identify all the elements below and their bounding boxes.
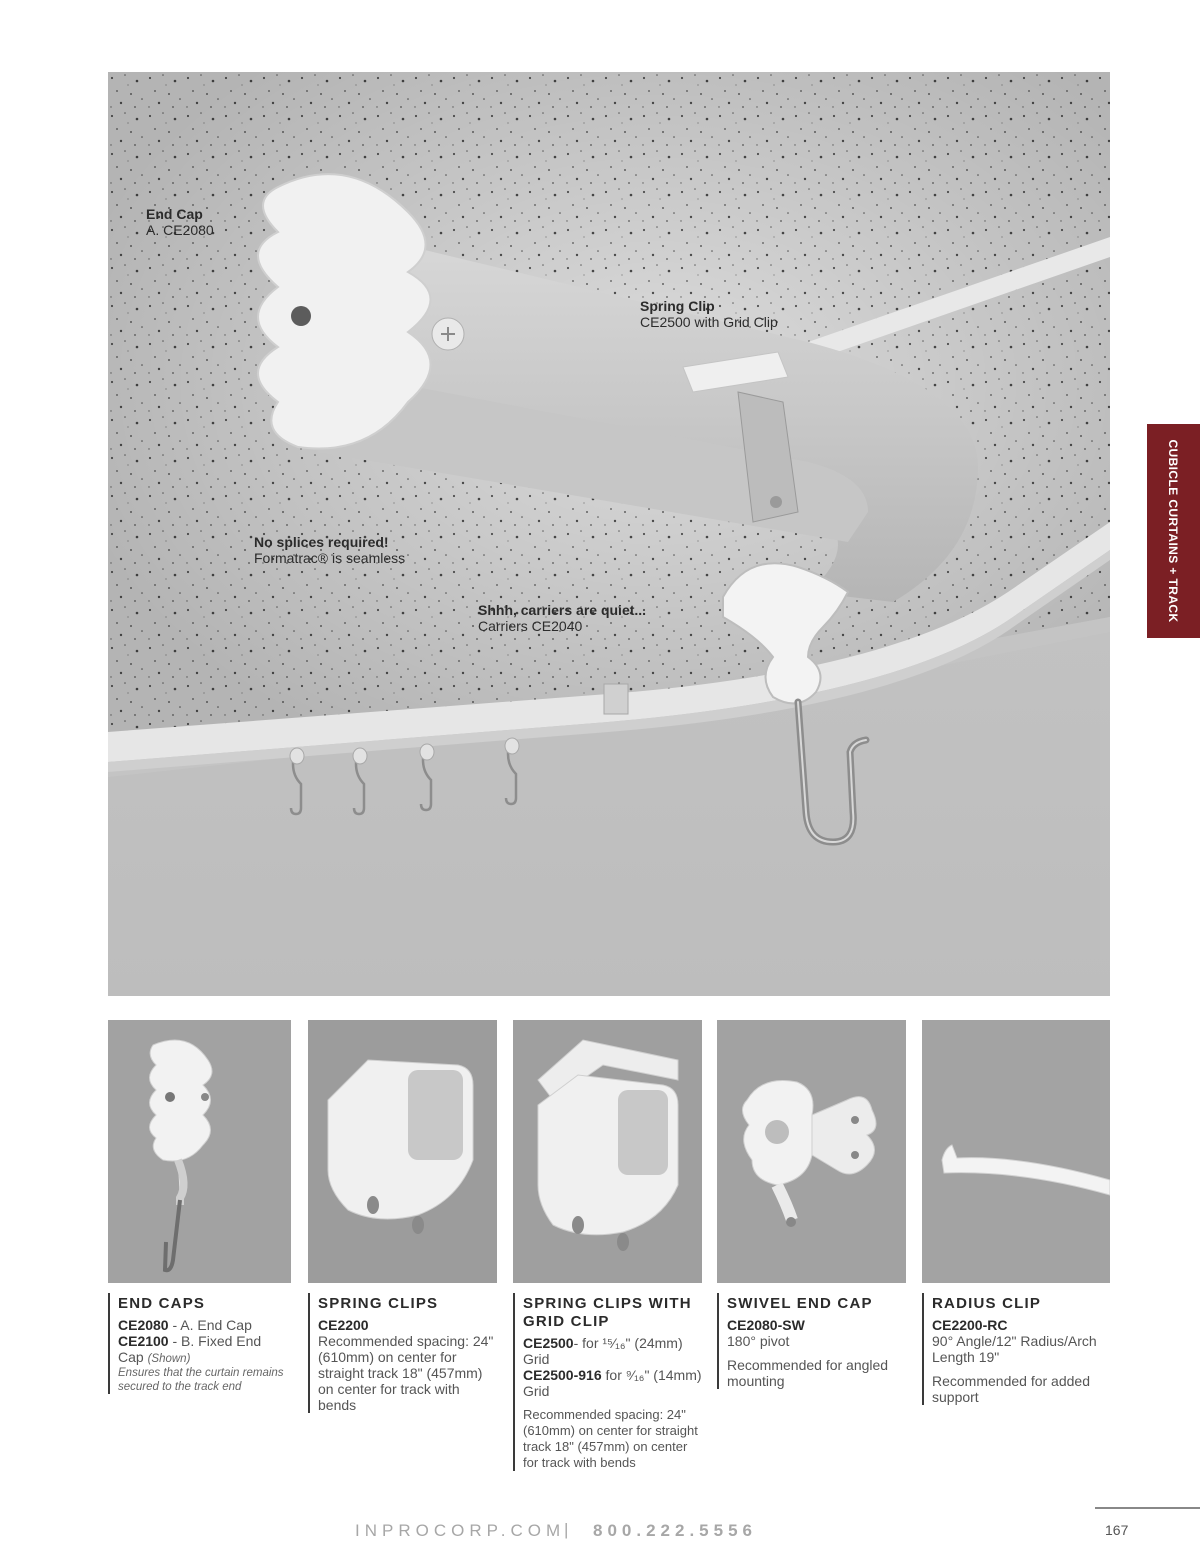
product-radius-clip [922, 1293, 1110, 1405]
product-text: - B. Fixed End [168, 1333, 262, 1349]
product-text: Recommended spacing: 24" (610mm) on center for straight track 18" (457mm) on center for track with bends [318, 1333, 494, 1413]
product-note: (Shown) [147, 1353, 191, 1365]
footer-website-link[interactable]: INPROCORP.COM [355, 1521, 566, 1540]
product-code: CE2200-RC [932, 1317, 1008, 1333]
callout-title: Spring Clip [640, 298, 715, 314]
product-text: for ⁹⁄₁₆" (14mm) Grid [523, 1367, 702, 1399]
product-text: - for ¹⁵⁄₁₆" (24mm) Grid [523, 1335, 683, 1367]
product-heading: RADIUS CLIP [932, 1295, 1042, 1312]
product-text: 90° Angle/12" Radius/Arch Length 19" [932, 1333, 1097, 1365]
callout-carriers [478, 602, 646, 634]
callout-title: End Cap [146, 206, 203, 222]
product-swivel-end-cap [717, 1293, 907, 1389]
product-text: - A. End Cap [168, 1317, 252, 1333]
callout-title: Shhh, carriers are quiet... [478, 602, 647, 618]
product-code: CE2200 [318, 1317, 369, 1333]
callout-spring-clip [640, 298, 778, 330]
product-text: 180° pivot [727, 1333, 790, 1349]
product-spring-clips [308, 1293, 496, 1413]
footer-separator: | [564, 1520, 569, 1539]
callout-end-cap [146, 206, 214, 238]
product-heading: SPRING CLIPS WITH GRID CLIP [523, 1295, 692, 1330]
product-heading: SWIVEL END CAP [727, 1295, 873, 1312]
callout-detail: A. CE2080 [146, 222, 214, 238]
product-text: Recommended for added support [932, 1373, 1090, 1405]
end-caps-image [108, 1020, 291, 1283]
callout-detail: CE2500 with Grid Clip [640, 314, 778, 330]
product-code: CE2500-916 [523, 1367, 602, 1383]
section-tab-label: CUBICLE CURTAINS + TRACK [1166, 439, 1180, 623]
product-code: CE2100 [118, 1333, 169, 1349]
callout-title: No splices required! [254, 534, 389, 550]
product-text: Recommended for angled mounting [727, 1357, 889, 1389]
product-text: Cap [118, 1349, 148, 1365]
footer-rule [1095, 1507, 1200, 1509]
product-end-caps [108, 1293, 290, 1394]
footer-phone-link[interactable]: 800.222.5556 [593, 1521, 757, 1540]
callout-detail: Carriers CE2040 [478, 618, 583, 634]
product-heading: SPRING CLIPS [318, 1295, 439, 1312]
product-code: CE2080 [118, 1317, 169, 1333]
product-heading: END CAPS [118, 1295, 206, 1312]
swivel-end-cap-image [717, 1020, 906, 1283]
product-note: Ensures that the curtain remains secured to the track end [118, 1367, 284, 1393]
radius-clip-image [922, 1020, 1110, 1283]
callout-no-splices [254, 534, 405, 566]
product-spring-clips-grid [513, 1293, 703, 1471]
hero-image [108, 72, 1110, 996]
spring-clips-grid-image [513, 1020, 702, 1283]
product-text: Recommended spacing: 24" (610mm) on center for straight track 18" (457mm) on center for track with bends [523, 1407, 698, 1470]
product-code: CE2080-SW [727, 1317, 805, 1333]
product-code: CE2500 [523, 1335, 574, 1351]
section-tab[interactable] [1147, 424, 1200, 638]
callout-detail: Formatrac® is seamless [254, 550, 406, 566]
page-number: 167 [1105, 1522, 1129, 1538]
spring-clips-image [308, 1020, 497, 1283]
